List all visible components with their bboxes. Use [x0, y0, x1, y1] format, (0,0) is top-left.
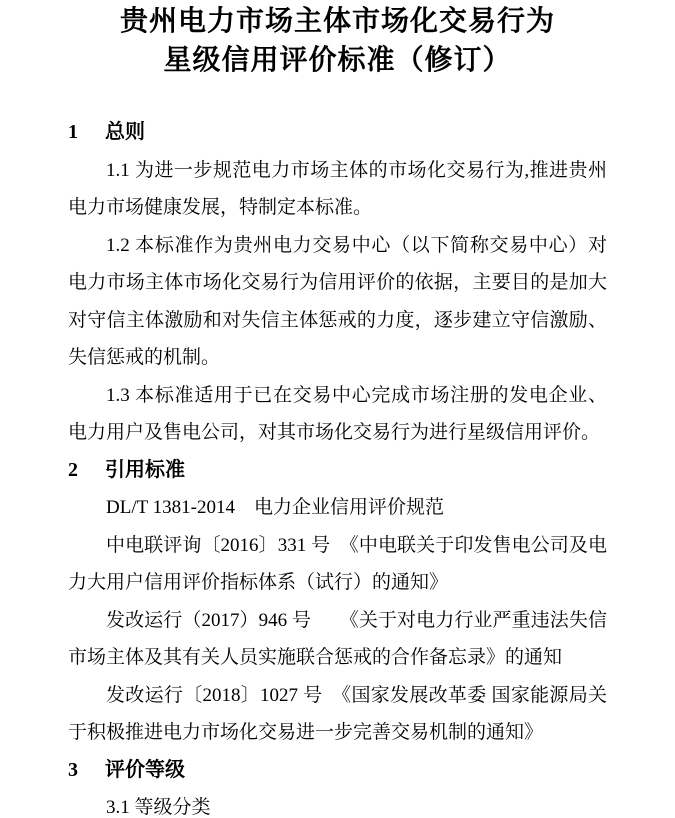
section-1-number: 1 — [68, 121, 78, 143]
reference-item-1: DL/T 1381-2014 电力企业信用评价规范 — [106, 497, 444, 518]
section-referenced-standards — [68, 452, 607, 752]
reference-item-2: 中电联评询〔2016〕331 号 《中电联关于印发售电公司及电力大用户信用评价指标体系（试行）的通知》 — [68, 534, 607, 593]
paragraph-1-3: 1.3 本标准适用于已在交易中心完成市场注册的发电企业、电力用户及售电公司，对其市场化交易行为进行星级信用评价。 — [68, 384, 607, 443]
section-2-heading — [68, 452, 607, 490]
document-title — [68, 2, 607, 80]
paragraph-1-2: 1.2 本标准作为贵州电力交易中心（以下简称交易中心）对电力市场主体市场化交易行为信用评价的依据，主要目的是加大对守信主体激励和对失信主体惩戒的力度，逐步建立守信激励、失信惩戒的机制。 — [68, 234, 607, 368]
section-evaluation-levels — [68, 752, 607, 818]
title-line-1: 贵州电力市场主体市场化交易行为 — [119, 6, 555, 37]
reference-item-4: 发改运行〔2018〕1027 号 《国家发展改革委 国家能源局关于积极推进电力市场化交易进一步完善交易机制的通知》 — [68, 684, 607, 743]
paragraph-1-1: 1.1 为进一步规范电力市场主体的市场化交易行为,推进贵州电力市场健康发展，特制定本标准。 — [68, 159, 607, 218]
section-2-number: 2 — [68, 458, 78, 481]
section-2-title: 引用标准 — [105, 458, 185, 481]
section-3-number: 3 — [68, 758, 78, 781]
reference-item-3: 发改运行（2017）946 号 《关于对电力行业严重违法失信市场主体及其有关人员实施联合惩戒的合作备忘录》的通知 — [68, 609, 607, 668]
section-3-heading — [68, 752, 607, 790]
section-1-title: 总则 — [105, 121, 145, 143]
section-general-rules — [68, 114, 607, 452]
section-3-title: 评价等级 — [105, 758, 185, 781]
title-line-2: 星级信用评价标准（修订） — [163, 45, 512, 76]
section-1-heading — [68, 114, 607, 152]
paragraph-3-1: 3.1 等级分类 — [106, 797, 211, 818]
